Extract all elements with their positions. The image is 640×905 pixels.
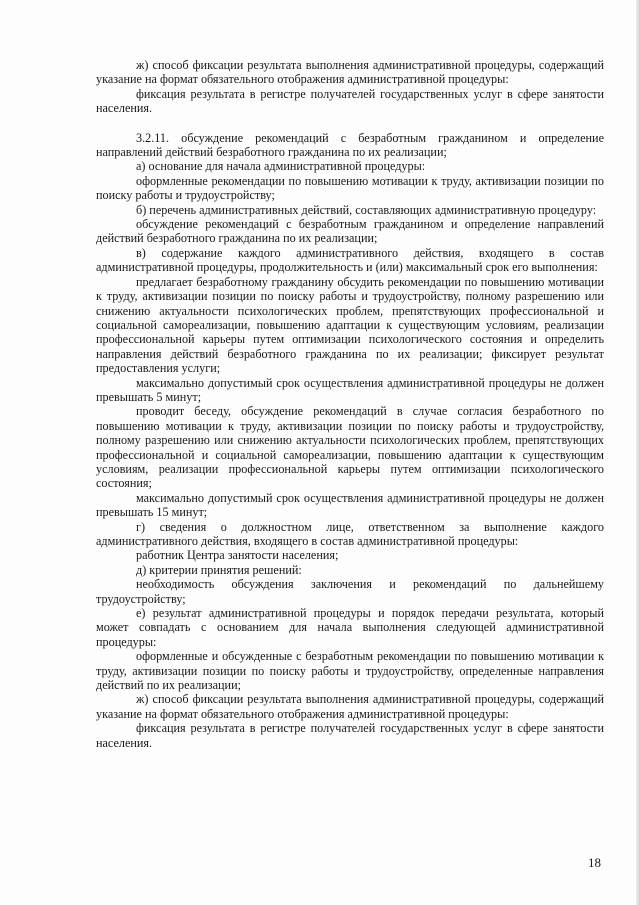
- paragraph: фиксация результата в регистре получателей государственных услуг в сфере занятости населения.: [96, 86, 604, 116]
- section-heading: 3.2.11. обсуждение рекомендаций с безработным гражданином и определение направлений действий безработного гражданина по их реализации;: [96, 130, 604, 160]
- page-number: 18: [588, 855, 601, 870]
- paragraph: д) критерии принятия решений:: [136, 562, 302, 577]
- paragraph: оформленные и обсужденные с безработным рекомендации по повышению мотивации к труду, активизации позиции по поиску работы и трудоустройству, определенные направления действий по их реализации;: [96, 649, 604, 693]
- paragraph: максимально допустимый срок осуществления административной процедуры не должен превышать 5 минут;: [96, 375, 604, 404]
- paragraph: ж) способ фиксации результата выполнения административной процедуры, содержащий указание на формат обязательного отображения административной процедуры:: [96, 58, 604, 87]
- paragraph: а) основание для начала административной процедуры:: [136, 159, 426, 174]
- paragraph: проводит беседу, обсуждение рекомендаций в случае согласия безработного по повышению мотивации к труду, активизации позиции по поиску работы и трудоустройству, полному разрешению или снижению актуальности психологических проблем, препятствующих профессиональной и социальной самореализации, повышению адаптации к существующим условиям, реализации профессиональной карьеры путем оптимизации психологического состояния;: [96, 404, 604, 491]
- paragraph: предлагает безработному гражданину обсудить рекомендации по повышению мотивации к труду, активизации позиции по поиску работы и трудоустройству, полному разрешению или снижению актуальности психологических проблем, препятствующих профессиональной и социальной самореализации, повышению адаптации к существующим условиям, реализации профессиональной карьеры путем оптимизации психологического состояния и определить направления действий безработного гражданина по их реализации; фиксирует результат предоставления услуги;: [96, 274, 604, 376]
- paragraph: б) перечень административных действий, составляющих административную процедуру:: [136, 202, 597, 217]
- paragraph: в) содержание каждого административного действия, входящего в состав административной процедуры, продолжительность и (или) максимальный срок его выполнения:: [96, 245, 604, 275]
- paragraph: е) результат административной процедуры и порядок передачи результата, который может совпадать с основанием для начала выполнения следующей административной процедуры:: [96, 606, 604, 649]
- paragraph: обсуждение рекомендаций с безработным гражданином и определение направлений действий безработного гражданина по их реализации;: [96, 217, 604, 246]
- paragraph: необходимость обсуждения заключения и рекомендаций по дальнейшему трудоустройству;: [96, 577, 604, 606]
- scan-edge-shadow: [636, 0, 640, 905]
- paragraph: ж) способ фиксации результата выполнения административной процедуры, содержащий указание на формат обязательного отображения административной процедуры:: [96, 692, 604, 721]
- paragraph: оформленные рекомендации по повышению мотивации к труду, активизации позиции по поиску работы и трудоустройству;: [96, 173, 604, 203]
- paragraph: г) сведения о должностном лице, ответственном за выполнение каждого административного действия, входящего в состав административной процедуры:: [96, 519, 604, 548]
- paragraph: работник Центра занятости населения;: [136, 548, 339, 563]
- paragraph: фиксация результата в регистре получателей государственных услуг в сфере занятости населения.: [96, 721, 604, 750]
- paragraph: максимально допустимый срок осуществления административной процедуры не должен превышать 15 минут;: [96, 490, 604, 520]
- document-body: [96, 58, 604, 750]
